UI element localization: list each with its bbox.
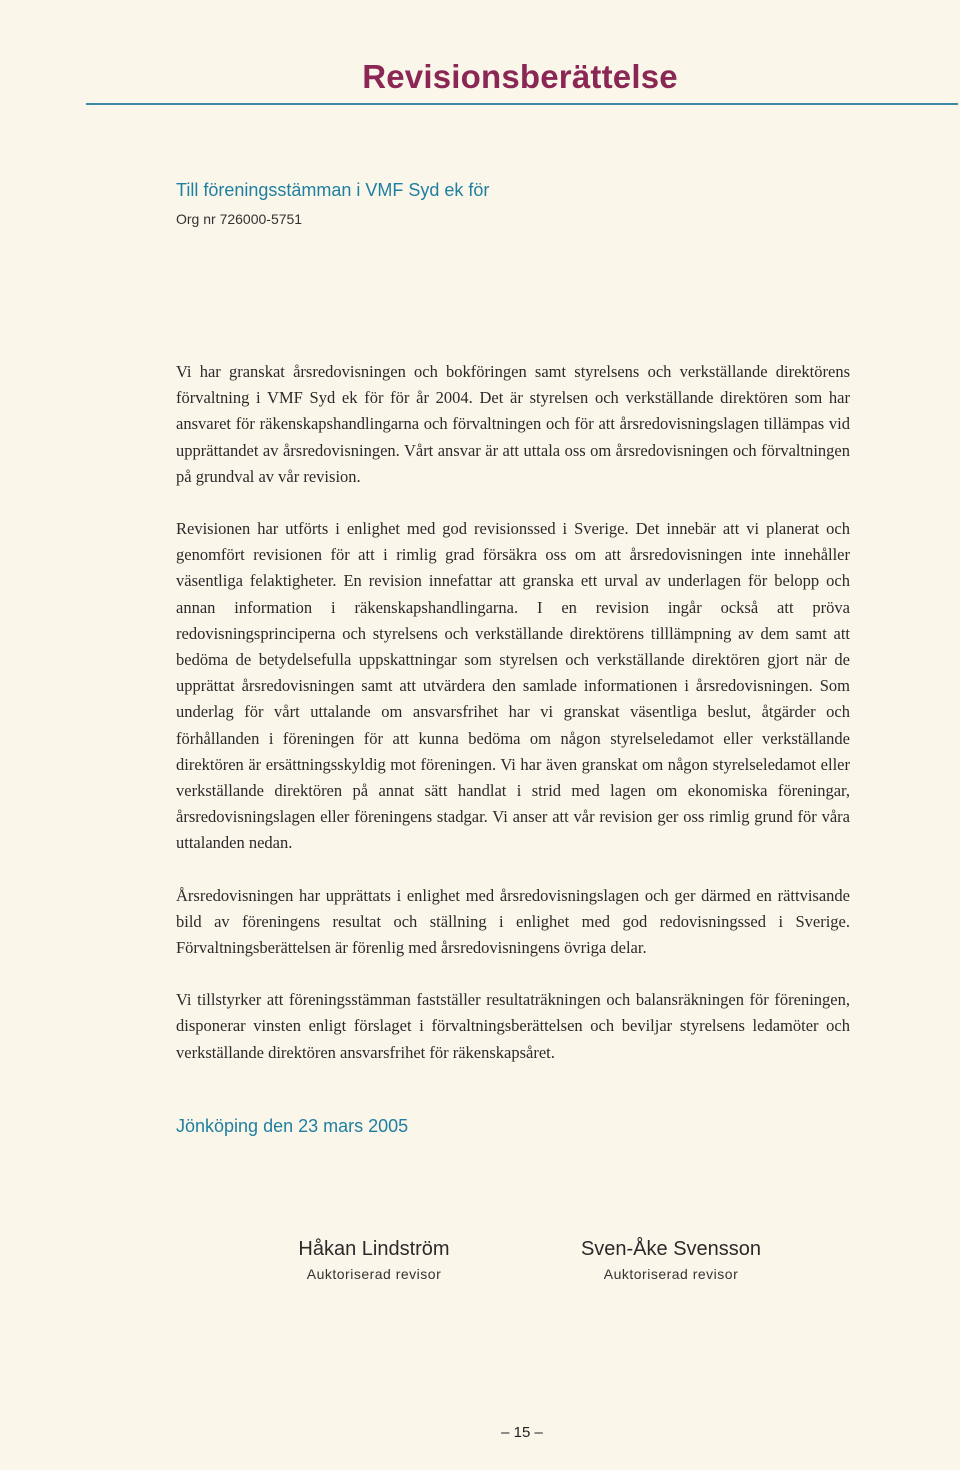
page-number: – 15 – <box>501 1424 543 1441</box>
signatory-role: Auktoriserad revisor <box>603 1266 739 1282</box>
title-rule <box>86 103 958 105</box>
signatory-role: Auktoriserad revisor <box>306 1266 442 1282</box>
body-paragraph: Vi tillstyrker att föreningsstämman fastställer resultaträkningen och balansräkningen för föreningen, disponerar vinsten enligt förslaget i förvaltningsberättelsen och beviljar styrelsens ledamöter och verkställande direktören ansvarsfrihet för räkenskapsåret. <box>176 990 850 1062</box>
signature-block <box>244 1238 504 1282</box>
signatory-name: Sven-Åke Svensson <box>580 1238 762 1260</box>
body-paragraph: Årsredovisningen har upprättats i enlighet med årsredovisningslagen och ger därmed en rättvisande bild av föreningens resultat och ställning i enlighet med god redovisningssed i Sverige. Förvaltningsberättelsen är förenlig med årsredovisningens övriga delar. <box>176 885 850 958</box>
addressee-line: Till föreningsstämman i VMF Syd ek för <box>176 180 490 200</box>
place-and-date: Jönköping den 23 mars 2005 <box>176 1116 409 1136</box>
org-number: Org nr 726000-5751 <box>176 211 303 227</box>
signature-block <box>541 1238 801 1282</box>
signatory-name: Håkan Lindström <box>298 1238 450 1260</box>
body-paragraph: Revisionen har utförts i enlighet med god revisionssed i Sverige. Det innebär att vi planerat och genomfört revisionen för att i rimlig grad försäkra oss om att årsredovisningen inte innehåller väsentliga felaktigheter. En revision innefattar att granska ett urval av underlagen för belopp och annan information i räkenskapshandlingarna. I en revision ingår också att pröva redovisningsprinciperna och styrelsens och verkställande direktörens tilllämpning av dem samt att bedöma de betydelsefulla uppskattningar som styrelsen och verkställande direktören gjort när de upprättat årsredovisningen samt att utvärdera den samlade informationen i årsredovisningen. Som underlag för vårt uttalande om ansvarsfrihet har vi granskat väsentliga beslut, åtgärder och förhållanden i föreningen för att kunna bedöma om någon styrelseledamot eller verkställande direktören är ersättningsskyldig mot föreningen. Vi har även granskat om någon styrelseledamot eller verkställande direktören på annat sätt handlat i strid med lagen om ekonomiska föreningar, årsredovisningslagen eller föreningens stadgar. Vi anser att vår revision ger oss rimlig grund för våra uttalanden nedan. <box>176 519 850 853</box>
report-body <box>176 359 850 1092</box>
body-paragraph: Vi har granskat årsredovisningen och bokföringen samt styrelsens och verkställande direktörens förvaltning i VMF Syd ek för för år 2004. Det är styrelsen och verkställande direktören som har ansvaret för räkenskapshandlingarna och förvaltningen och för att årsredovisningslagen tillämpas vid upprättandet av årsredovisningen. Vårt ansvar är att uttala oss om årsredovisningen och förvaltningen på grundval av vår revision. <box>176 362 850 486</box>
page-title: Revisionsberättelse <box>362 58 678 95</box>
